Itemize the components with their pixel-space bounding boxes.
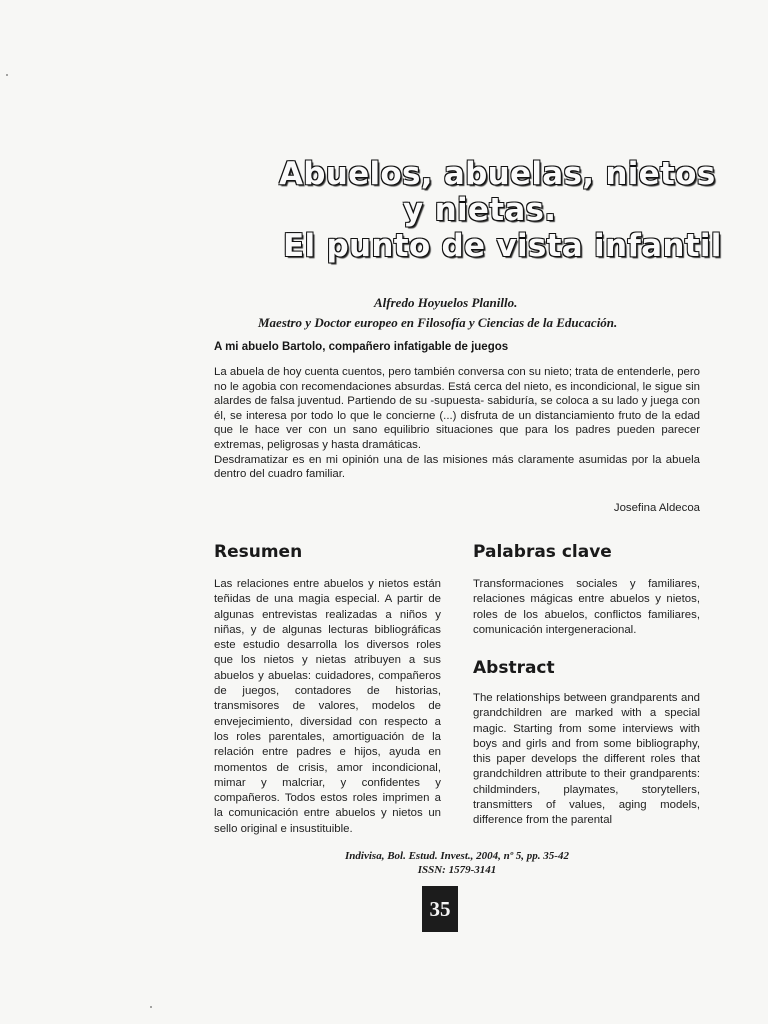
- title-line-1: Abuelos, abuelas, nietos: [279, 156, 716, 192]
- page-number-badge: [422, 886, 458, 932]
- palabras-clave-body: Transformaciones sociales y familiares, relaciones mágicas entre abuelos y nietos, roles de los abuelos, conflictos familiares, comunicación intergeneracional.: [473, 578, 700, 636]
- scan-speck: [6, 74, 8, 76]
- dedication: A mi abuelo Bartolo, compañero infatigable de juegos: [214, 341, 509, 353]
- epigraph-paragraph-2: Desdramatizar es en mi opinión una de las misiones más claramente asumidas por la abuela dentro del cuadro familiar.: [214, 453, 700, 481]
- footer-issn: ISSN: 1579-3141: [417, 864, 497, 876]
- resumen-body: Las relaciones entre abuelos y nietos están teñidas de una magia especial. A partir de algunas entrevistas realizadas a niños y niñas, y de algunas lecturas bibliográficas este estudio desarrolla los diversos roles que los nietos y nietas atribuyen a sus abuelos y abuelas: cuidadores, compañeros de juegos, contadores de historias, transmisores de valores, modelos de envejecimiento, diversidad con respecto a los roles parentales, amortiguación de la relación entre padres e hijos, ayuda en momentos de crisis, amor incondicional, mimar y malcriar, y confidentes y compañeros. Todos estos roles imprimen a la comunicación entre abuelos y nietos un sello original e insustituible.: [214, 578, 441, 835]
- author-affiliation: Maestro y Doctor europeo en Filosofía y Ciencias de la Educación.: [258, 315, 618, 330]
- epigraph-source: Josefina Aldecoa: [613, 502, 700, 514]
- author-name: Alfredo Hoyuelos Planillo.: [374, 295, 518, 310]
- abstract-heading: Abstract: [473, 658, 555, 678]
- scan-speck: [150, 1006, 152, 1008]
- title-line-2: y nietas.: [403, 192, 557, 228]
- page-number: 35: [429, 896, 451, 921]
- resumen-heading: Resumen: [214, 542, 303, 562]
- footer-citation: Indivisa, Bol. Estud. Invest., 2004, nº 5, pp. 35-42: [345, 850, 569, 862]
- epigraph-paragraph-1: La abuela de hoy cuenta cuentos, pero también conversa con su nieto; trata de entenderle, pero no le agobia con recomendaciones absurdas. Está cerca del nieto, es incondicional, le sigue sin alardes de falsa juventud. Partiendo de su -supuesta- sabiduría, se coloca a su lado y juega con él, se interesa por todo lo que le concierne (...) disfruta de un distanciamiento fruto de la edad que le hace ver con un sano equilibrio situaciones que para los padres pueden parecer extremas, peligrosas y hasta dramáticas.: [214, 366, 700, 451]
- epigraph: [214, 365, 700, 482]
- title-line-3: El punto de vista infantil: [283, 228, 722, 264]
- palabras-clave-heading: Palabras clave: [473, 542, 612, 562]
- abstract-body: The relationships between grandparents and grandchildren are marked with a special magic. Starting from some interviews with boys and girls and from some bibliography, this paper develops the different roles that grandchildren attribute to their grandparents: childminders, playmates, storytellers, transmitters of values, aging models, difference from the parental: [473, 692, 700, 827]
